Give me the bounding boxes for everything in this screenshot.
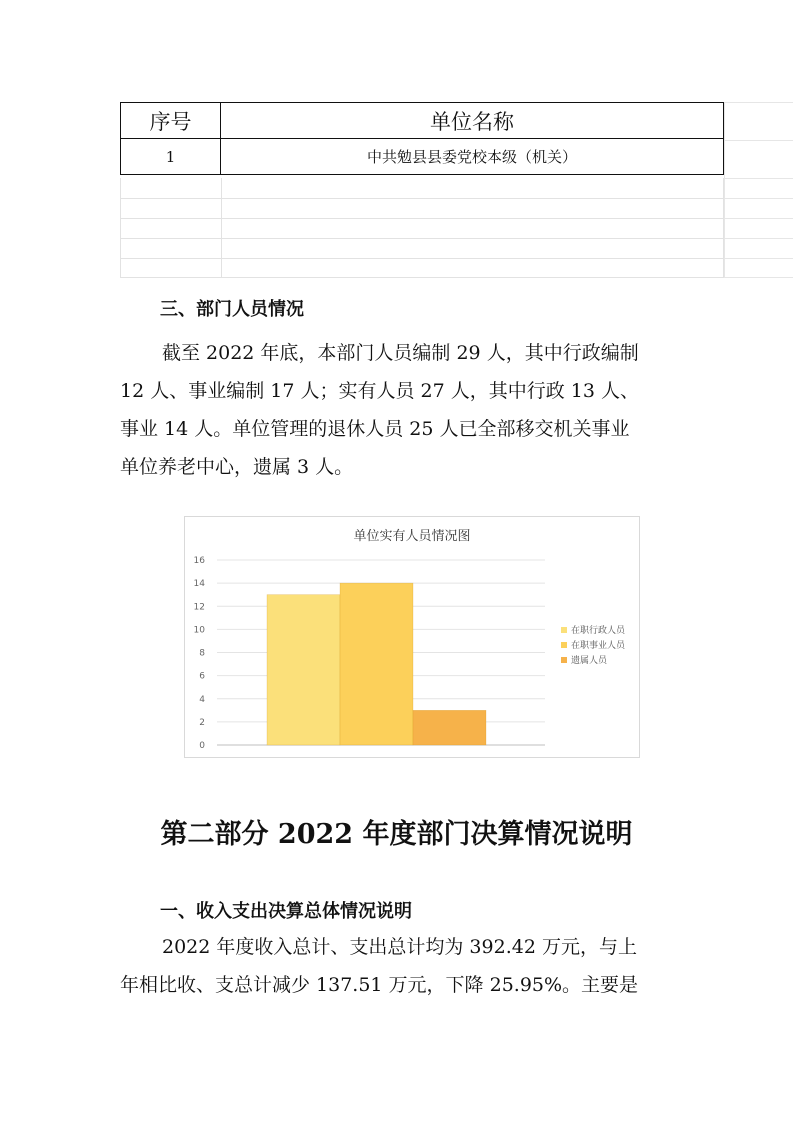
legend-swatch bbox=[561, 657, 567, 663]
legend-label: 遗属人员 bbox=[571, 656, 608, 666]
y-tick-label: 2 bbox=[199, 717, 205, 728]
chart-title: 单位实有人员情况图 bbox=[353, 529, 471, 544]
section-heading-personnel: 三、部门人员情况 bbox=[160, 299, 304, 320]
y-tick-label: 12 bbox=[193, 602, 205, 613]
header-serial-number: 序号 bbox=[121, 103, 221, 139]
personnel-paragraph bbox=[120, 334, 680, 486]
paragraph-line: 12 人、事业编制 17 人；实有人员 27 人，其中行政 13 人、 bbox=[120, 380, 639, 402]
legend-swatch bbox=[561, 627, 567, 633]
paragraph-line: 年相比收、支总计减少 137.51 万元，下降 25.95%。主要是 bbox=[120, 974, 639, 996]
income-expense-paragraph bbox=[120, 928, 680, 1004]
bar-2 bbox=[340, 583, 413, 745]
grid-extension-line bbox=[724, 140, 793, 141]
grid-extension-line bbox=[724, 178, 793, 179]
grid-extension-line bbox=[724, 238, 793, 239]
legend-label: 在职事业人员 bbox=[571, 641, 626, 651]
table-row bbox=[121, 139, 724, 175]
y-tick-label: 16 bbox=[193, 556, 205, 566]
grid-extension-line bbox=[724, 258, 793, 259]
y-tick-label: 10 bbox=[193, 625, 205, 636]
section-heading-income-expense: 一、收入支出决算总体情况说明 bbox=[160, 901, 412, 922]
chart-plot bbox=[185, 517, 641, 759]
paragraph-line: 事业 14 人。单位管理的退休人员 25 人已全部移交机关事业 bbox=[120, 418, 630, 440]
header-unit-name: 单位名称 bbox=[221, 103, 724, 139]
grid-extension-line bbox=[724, 277, 793, 278]
paragraph-line: 单位养老中心，遗属 3 人。 bbox=[120, 456, 354, 478]
bar-3 bbox=[413, 710, 486, 745]
row-unit-name: 中共勉县县委党校本级（机关） bbox=[221, 139, 724, 175]
legend-label: 在职行政人员 bbox=[571, 626, 626, 636]
bar-1 bbox=[267, 595, 340, 745]
paragraph-line: 2022 年度收入总计、支出总计均为 392.42 万元，与上 bbox=[162, 936, 637, 958]
y-tick-label: 0 bbox=[199, 741, 205, 751]
y-tick-label: 8 bbox=[199, 648, 205, 659]
part-two-title: 第二部分 2022 年度部门决算情况说明 bbox=[160, 819, 633, 850]
y-tick-label: 4 bbox=[199, 694, 205, 705]
legend-swatch bbox=[561, 642, 567, 648]
y-tick-label: 6 bbox=[199, 671, 205, 682]
grid-extension-line bbox=[724, 198, 793, 199]
grid-extension-line bbox=[724, 218, 793, 219]
personnel-bar-chart bbox=[184, 516, 640, 758]
row-serial-number: 1 bbox=[121, 139, 221, 175]
unit-table bbox=[120, 102, 724, 175]
grid-extension-line bbox=[724, 102, 725, 278]
y-tick-label: 14 bbox=[193, 579, 205, 590]
table-header-row bbox=[121, 103, 724, 139]
empty-table-grid bbox=[120, 178, 724, 278]
grid-extension-line bbox=[724, 102, 793, 103]
paragraph-line: 截至 2022 年底，本部门人员编制 29 人，其中行政编制 bbox=[162, 342, 639, 364]
